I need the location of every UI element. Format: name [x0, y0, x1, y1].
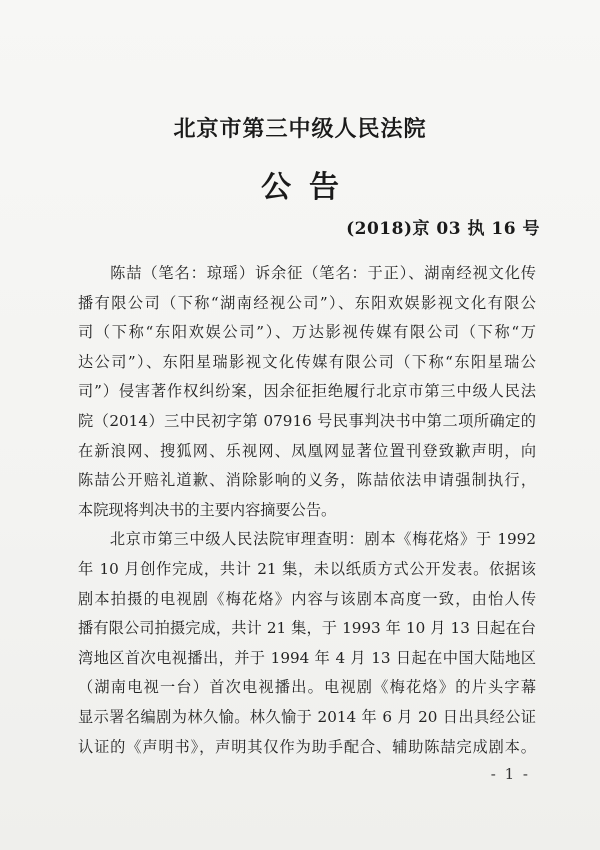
body-line: 在新浪网、搜狐网、乐视网、凤凰网显著位置刊登致歉声明，向	[78, 441, 536, 460]
body-line: 播有限公司（下称“湖南经视公司”）、东阳欢娱影视文化有限公	[78, 293, 536, 312]
body-line: 达公司”）、东阳星瑞影视文化传媒有限公司（下称“东阳星瑞公	[78, 352, 536, 371]
body-line: 司”）侵害著作权纠纷案，因余征拒绝履行北京市第三中级人民法	[78, 382, 536, 401]
body-line: 剧本拍摄的电视剧《梅花烙》内容与该剧本高度一致，由怡人传	[78, 589, 536, 608]
body-line: 北京市第三中级人民法院审理查明：剧本《梅花烙》于 1992	[78, 530, 536, 549]
body-line: 司（下称“东阳欢娱公司”）、万达影视传媒有限公司（下称“万	[78, 323, 536, 342]
body-line: 播有限公司拍摄完成，共计 21 集，于 1993 年 10 月 13 日起在台	[78, 619, 536, 638]
body-line: （湖南电视一台）首次电视播出。电视剧《梅花烙》的片头字幕	[78, 678, 536, 697]
body-line: 本院现将判决书的主要内容摘要公告。	[78, 500, 337, 519]
announcement-body	[78, 259, 536, 762]
page-number: - 1 -	[490, 765, 530, 783]
case-number: (2018)京 03 执 16 号	[346, 219, 540, 239]
body-line: 年 10 月创作完成，共计 21 集，未以纸质方式公开发表。依据该	[78, 559, 536, 578]
document-title: 公告	[261, 170, 357, 205]
body-line: 显示署名编剧为林久愉。林久愉于 2014 年 6 月 20 日出具经公证	[78, 707, 536, 726]
body-line: 湾地区首次电视播出，并于 1994 年 4 月 13 日起在中国大陆地区	[78, 648, 536, 667]
court-name: 北京市第三中级人民法院	[173, 116, 427, 142]
body-line: 院（2014）三中民初字第 07916 号民事判决书中第二项所确定的	[78, 411, 536, 430]
body-line: 认证的《声明书》，声明其仅作为助手配合、辅助陈喆完成剧本。	[78, 737, 536, 756]
body-line: 陈喆公开赔礼道歉、消除影响的义务，陈喆依法申请强制执行，	[78, 471, 536, 490]
body-line: 陈喆（笔名：琼瑶）诉余征（笔名：于正）、湖南经视文化传	[78, 264, 536, 282]
